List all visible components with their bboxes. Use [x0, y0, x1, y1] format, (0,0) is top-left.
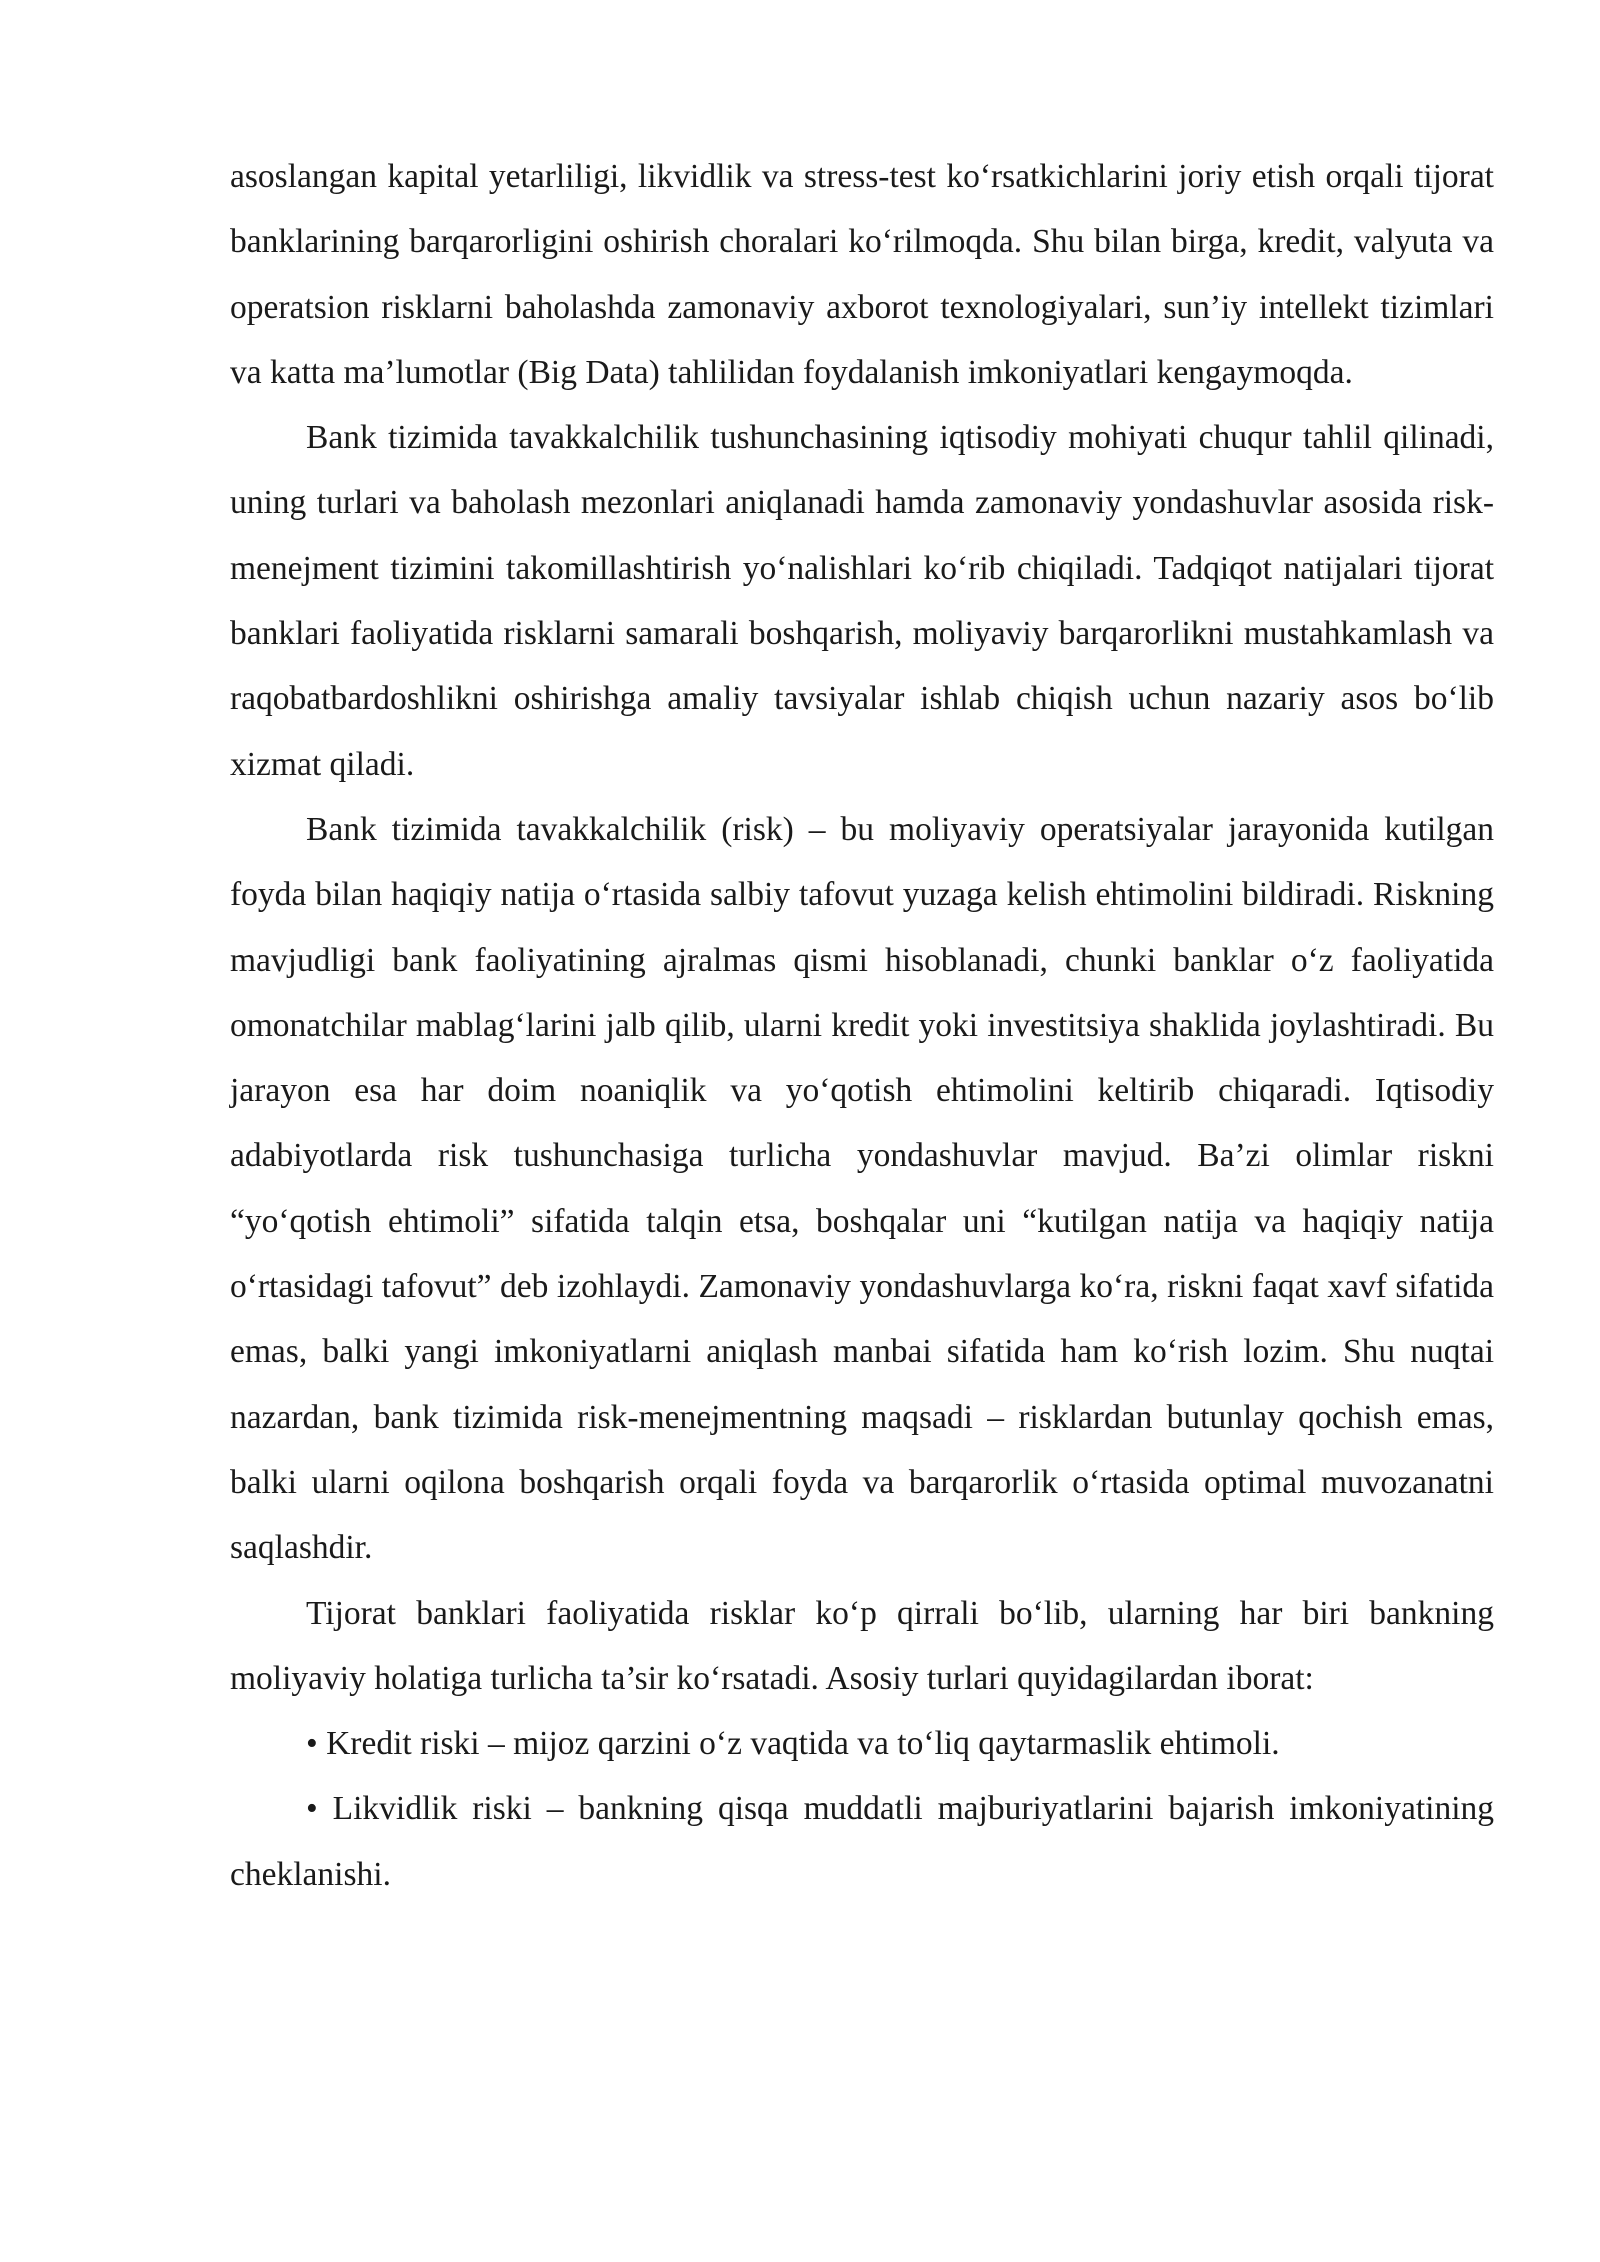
paragraph-2: Bank tizimida tavakkalchilik tushunchasining iqtisodiy mohiyati chuqur tahlil qilinadi, uning turlari va baholash mezonlari aniqlanadi hamda zamonaviy yondashuvlar asosida risk-menejment tizimini takomillashtirish yo‘nalishlari ko‘rib chiqiladi. Tadqiqot natijalari tijorat banklari faoliyatida risklarni samarali boshqarish, moliyaviy barqarorlikni mustahkamlash va raqobatbardoshlikni oshirishga amaliy tavsiyalar ishlab chiqish uchun nazariy asos bo‘lib xizmat qiladi. [230, 419, 1494, 783]
list-item-liquidity-risk: • Likvidlik riski – bankning qisqa muddatli majburiyatlarini bajarish imkoniyatining cheklanishi. [230, 1790, 1494, 1893]
document-body [230, 144, 1494, 1907]
paragraph-3: Bank tizimida tavakkalchilik (risk) – bu moliyaviy operatsiyalar jarayonida kutilgan foyda bilan haqiqiy natija o‘rtasida salbiy tafovut yuzaga kelish ehtimolini bildiradi. Riskning mavjudligi bank faoliyatining ajralmas qismi hisoblanadi, chunki banklar o‘z faoliyatida omonatchilar mablag‘larini jalb qilib, ularni kredit yoki investitsiya shaklida joylashtiradi. Bu jarayon esa har doim noaniqlik va yo‘qotish ehtimolini keltirib chiqaradi. Iqtisodiy adabiyotlarda risk tushunchasiga turlicha yondashuvlar mavjud. Ba’zi olimlar riskni “yo‘qotish ehtimoli” sifatida talqin etsa, boshqalar uni “kutilgan natija va haqiqiy natija o‘rtasidagi tafovut” deb izohlaydi. Zamonaviy yondashuvlarga ko‘ra, riskni faqat xavf sifatida emas, balki yangi imkoniyatlarni aniqlash manbai sifatida ham ko‘rish lozim. Shu nuqtai nazardan, bank tizimida risk-menejmentning maqsadi – risklardan butunlay qochish emas, balki ularni oqilona boshqarish orqali foyda va barqarorlik o‘rtasida optimal muvozanatni saqlashdir. [230, 810, 1494, 1567]
list-item-credit-risk: • Kredit riski – mijoz qarzini o‘z vaqtida va to‘liq qaytarmaslik ehtimoli. [306, 1725, 1280, 1763]
paragraph-1: asoslangan kapital yetarliligi, likvidlik va stress-test ko‘rsatkichlarini joriy etish orqali tijorat banklarining barqarorligini oshirish choralari ko‘rilmoqda. Shu bilan birga, kredit, valyuta va operatsion risklarni baholashda zamonaviy axborot texnologiyalari, sun’iy intellekt tizimlari va katta ma’lumotlar (Big Data) tahlilidan foydalanish imkoniyatlari kengaymoqda. [230, 158, 1494, 391]
paragraph-4: Tijorat banklari faoliyatida risklar ko‘p qirrali bo‘lib, ularning har biri bankning moliyaviy holatiga turlicha ta’sir ko‘rsatadi. Asosiy turlari quyidagilardan iborat: [230, 1594, 1494, 1697]
